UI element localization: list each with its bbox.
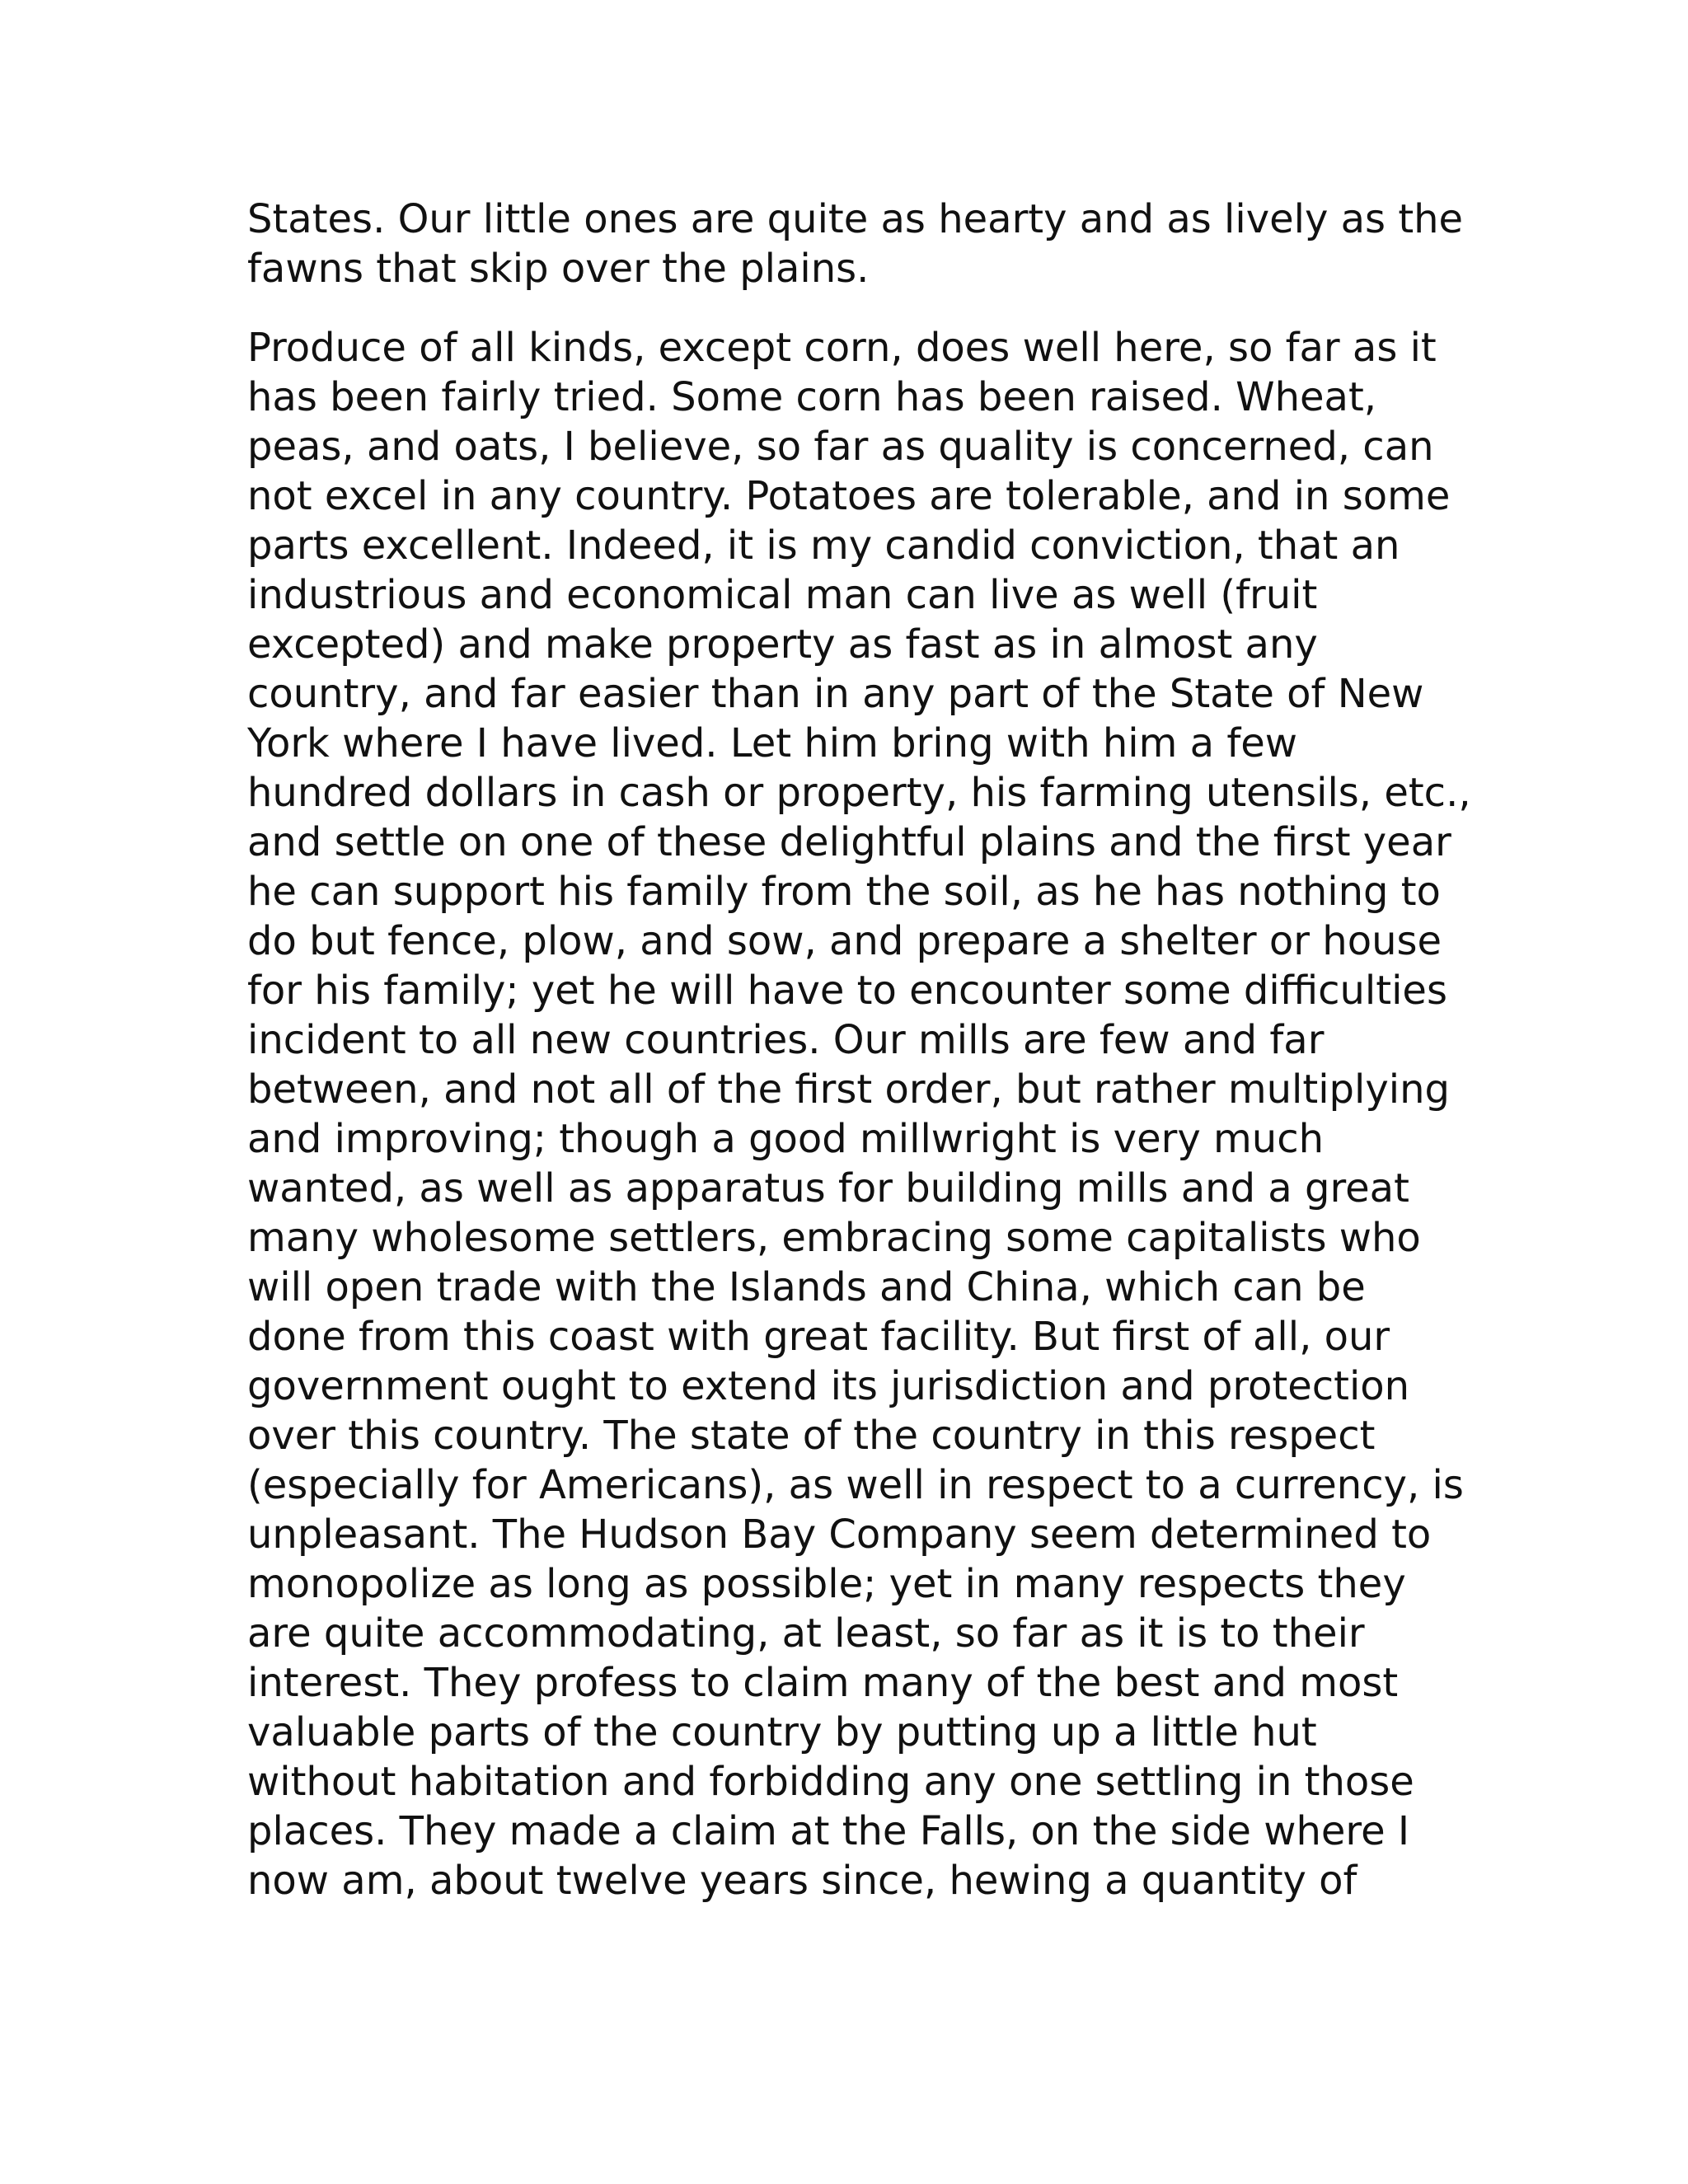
text-line: industrious and economical man can live as well (fruit [247,572,1318,618]
text-line: incident to all new countries. Our mills are few and far [247,1017,1325,1063]
text-line: places. They made a claim at the Falls, on the side where I [247,1808,1410,1854]
text-line: for his family; yet he will have to encounter some difficulties [247,968,1447,1014]
text-line: not excel in any country. Potatoes are tolerable, and in some [247,473,1451,519]
text-line: has been fairly tried. Some corn has been raised. Wheat, [247,374,1377,420]
text-line: between, and not all of the first order, but rather multiplying [247,1066,1450,1113]
text-line: wanted, as well as apparatus for building mills and a great [247,1165,1409,1212]
text-line: (especially for Americans), as well in respect to a currency, is [247,1462,1464,1508]
paragraph-gap [247,293,1442,323]
text-line: country, and far easier than in any part of the State of New [247,671,1424,717]
text-line: are quite accommodating, at least, so far as it is to their [247,1610,1365,1657]
text-line: unpleasant. The Hudson Bay Company seem determined to [247,1511,1432,1558]
text-line: now am, about twelve years since, hewing a quantity of [247,1858,1357,1904]
text-line: valuable parts of the country by putting up a little hut [247,1709,1317,1755]
text-line: done from this coast with great facility. But first of all, our [247,1314,1390,1360]
body-text [247,194,1471,1905]
text-line: fawns that skip over the plains. [247,246,870,292]
text-line: and settle on one of these delightful plains and the first year [247,819,1451,865]
text-line: do but fence, plow, and sow, and prepare a shelter or house [247,918,1442,964]
text-line: he can support his family from the soil, as he has nothing to [247,869,1441,915]
text-line: States. Our little ones are quite as hearty and as lively as the [247,196,1464,242]
text-line: over this country. The state of the country in this respect [247,1413,1376,1459]
text-line: will open trade with the Islands and China, which can be [247,1264,1366,1310]
text-line: Produce of all kinds, except corn, does well here, so far as it [247,325,1437,371]
text-line: hundred dollars in cash or property, his farming utensils, etc., [247,770,1471,816]
text-line: parts excellent. Indeed, it is my candid conviction, that an [247,523,1400,569]
text-line: excepted) and make property as fast as in almost any [247,621,1318,668]
text-line: government ought to extend its jurisdiction and protection [247,1363,1410,1409]
text-line: many wholesome settlers, embracing some capitalists who [247,1215,1421,1261]
text-line: monopolize as long as possible; yet in many respects they [247,1561,1406,1607]
text-line: interest. They profess to claim many of the best and most [247,1660,1399,1706]
paragraph-2 [247,323,1471,1905]
text-line: York where I have lived. Let him bring with him a few [247,720,1298,766]
text-line: without habitation and forbidding any one settling in those [247,1759,1414,1805]
paragraph-1 [247,194,1464,293]
text-line: and improving; though a good millwright is very much [247,1116,1325,1162]
text-line: peas, and oats, I believe, so far as quality is concerned, can [247,424,1434,470]
